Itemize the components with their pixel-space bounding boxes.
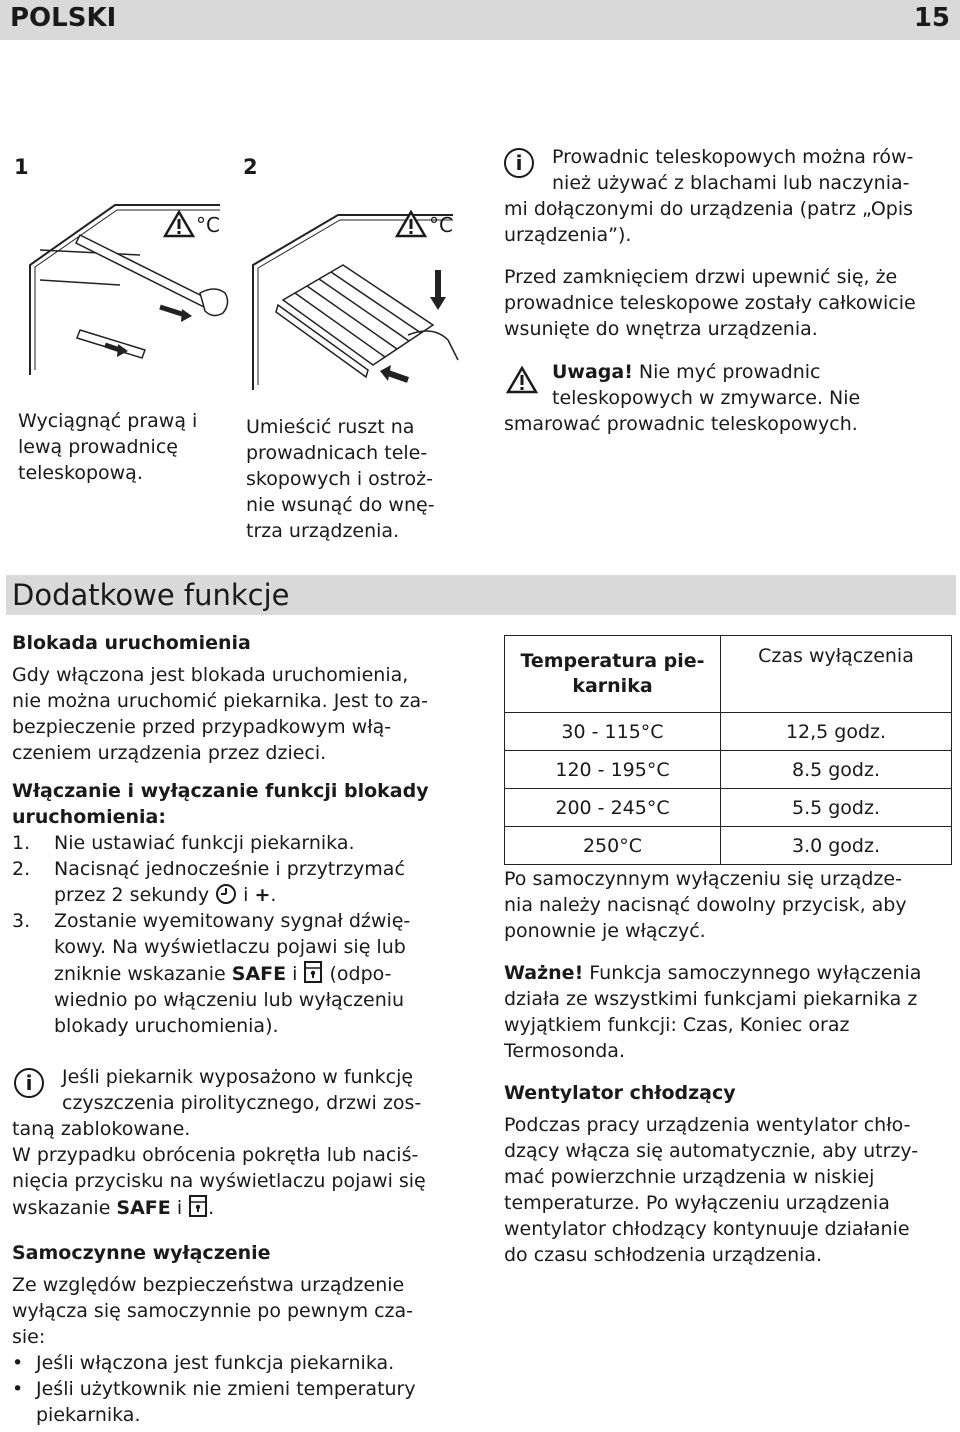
paragraph-line: wsunięte do wnętrza urządzenia. <box>504 318 818 340</box>
note-line: Jeśli piekarnik wyposażono w funkcję <box>62 1066 414 1088</box>
item-number: 2. <box>12 858 31 880</box>
auto-off-heading: Samoczynne wyłączenie <box>12 1242 271 1264</box>
caption-line: lewą prowadnicę <box>18 436 178 458</box>
list-item <box>12 830 482 856</box>
important-label: Ważne! <box>504 962 584 984</box>
note-line: W przypadku obrócenia pokrętła lub naciś- <box>12 1144 419 1166</box>
item-text: . <box>270 884 277 906</box>
item-text: i <box>286 963 304 985</box>
bullet-text: Jeśli użytkownik nie zmieni temperatury <box>36 1378 416 1400</box>
lock-line: czeniem urządzenia przez dzieci. <box>12 742 327 764</box>
table-header: Temperatura pie- karnika <box>505 636 721 713</box>
item-text: wiednio po włączeniu lub wyłączeniu <box>54 989 405 1011</box>
page-header <box>0 0 960 40</box>
item-text: (odpo- <box>323 963 392 985</box>
step-2-caption <box>246 414 435 544</box>
warning-note <box>504 359 954 437</box>
table-row <box>505 827 952 865</box>
table-cell: 3.0 godz. <box>721 827 952 865</box>
table-cell: 250°C <box>505 827 721 865</box>
close-door-paragraph <box>504 264 954 342</box>
warning-text: teleskopowych w zmywarce. Nie <box>552 387 861 409</box>
lock-section <box>12 630 482 1039</box>
lock-icon <box>303 960 323 984</box>
warning-text: smarować prowadnic teleskopowych. <box>504 413 858 435</box>
auto-off-section <box>12 1240 482 1428</box>
table-row <box>505 751 952 789</box>
paragraph-line: ponownie je włączyć. <box>504 920 706 942</box>
info-note-telescopic <box>504 144 954 248</box>
paragraph-line: Funkcja samoczynnego wyłączenia <box>583 962 922 984</box>
table-cell: 12,5 godz. <box>721 713 952 751</box>
paragraph-line: temperaturze. Po wyłączeniu urządzenia <box>504 1192 890 1214</box>
temperature-label: °C <box>429 213 453 237</box>
note-line: . <box>208 1197 215 1219</box>
plus-symbol: + <box>254 884 271 906</box>
item-text: Nie ustawiać funkcji piekarnika. <box>54 832 355 854</box>
note-line: urządzenia”). <box>504 224 632 246</box>
info-note-pyrolytic <box>12 1064 482 1221</box>
paragraph-line: mać powierzchnie urządzenia w niskiej <box>504 1166 875 1188</box>
caption-line: nie wsunąć do wnę- <box>246 494 435 516</box>
paragraph-line: wyjątkiem funkcji: Czas, Koniec oraz <box>504 1014 850 1036</box>
auto-off-line: Ze względów bezpieczeństwa urządzenie <box>12 1274 405 1296</box>
lock-line: nie można uruchomić piekarnika. Jest to za- <box>12 690 428 712</box>
note-line: Prowadnic teleskopowych można rów- <box>552 146 914 168</box>
info-icon: i <box>14 1068 44 1098</box>
table-row <box>505 789 952 827</box>
table-cell: 30 - 115°C <box>505 713 721 751</box>
lock-icon <box>188 1194 208 1218</box>
temperature-label: °C <box>196 213 220 237</box>
paragraph-line: działa ze wszystkimi funkcjami piekarnika z <box>504 988 918 1010</box>
safe-indicator: SAFE <box>116 1197 171 1219</box>
language-label: POLSKI <box>10 3 117 33</box>
caption-line: Wyciągnąć prawą i <box>18 410 198 432</box>
caption-line: skopowych i ostroż- <box>246 468 433 490</box>
table-header: Czas wyłączenia <box>721 636 952 713</box>
item-text: kowy. Na wyświetlaczu pojawi się lub <box>54 936 406 958</box>
caption-line: trza urządzenia. <box>246 520 400 542</box>
note-line: mi dołączonymi do urządzenia (patrz „Opis <box>504 198 914 220</box>
note-line: czyszczenia pirolitycznego, drzwi zos- <box>62 1092 422 1114</box>
page-number: 15 <box>913 3 950 33</box>
item-text: i <box>237 884 255 906</box>
table-cell: 200 - 245°C <box>505 789 721 827</box>
lock-subheading: Włączanie i wyłączanie funkcji blokady <box>12 780 429 802</box>
list-item <box>12 856 482 908</box>
bullet-text: Jeśli włączona jest funkcja piekarnika. <box>36 1352 395 1374</box>
item-text: zniknie wskazanie <box>54 963 232 985</box>
lock-subheading: uruchomienia: <box>12 806 166 828</box>
paragraph-line: dzący włącza się automatycznie, aby utrzy- <box>504 1140 919 1162</box>
after-table-paragraph <box>504 866 954 1268</box>
paragraph-line: nia należy nacisnąć dowolny przycisk, aby <box>504 894 907 916</box>
paragraph-line: Termosonda. <box>504 1040 625 1062</box>
lock-heading: Blokada uruchomienia <box>12 632 251 654</box>
paragraph-line: prowadnice teleskopowe zostały całkowicie <box>504 292 916 314</box>
lock-line: bezpieczenie przed przypadkowym włą- <box>12 716 392 738</box>
table-cell: 5.5 godz. <box>721 789 952 827</box>
caption-line: Umieścić ruszt na <box>246 416 415 438</box>
step-1-caption <box>18 408 197 486</box>
warning-label: Uwaga! <box>552 361 633 383</box>
warning-icon <box>163 210 195 238</box>
note-line: nięcia przycisku na wyświetlaczu pojawi się <box>12 1170 426 1192</box>
item-text: przez 2 sekundy <box>54 884 216 906</box>
warning-icon <box>395 210 427 238</box>
caption-line: prowadnicach tele- <box>246 442 428 464</box>
auto-off-table <box>504 635 952 865</box>
item-number: 1. <box>12 832 31 854</box>
table-header-row <box>505 636 952 713</box>
list-item: • Jeśli włączona jest funkcja piekarnika. <box>12 1352 395 1374</box>
list-item <box>12 908 482 1039</box>
step-1-number: 1 <box>14 155 29 179</box>
paragraph-line: wentylator chłodzący kontynuuje działanie <box>504 1218 910 1240</box>
info-icon: i <box>504 148 534 178</box>
lock-line: Gdy włączona jest blokada uruchomienia, <box>12 664 409 686</box>
caption-line: teleskopową. <box>18 462 143 484</box>
list-item: • Jeśli użytkownik nie zmieni temperatury piekarnika. <box>12 1378 416 1426</box>
table-cell: 8.5 godz. <box>721 751 952 789</box>
bullet-text: piekarnika. <box>36 1404 141 1426</box>
clock-icon <box>215 883 237 905</box>
paragraph-line: Przed zamknięciem drzwi upewnić się, że <box>504 266 898 288</box>
note-line: i <box>170 1197 189 1219</box>
note-line: nież używać z blachami lub naczynia- <box>552 172 910 194</box>
step-2-number: 2 <box>243 155 258 179</box>
auto-off-line: wyłącza się samoczynnie po pewnym cza- <box>12 1300 414 1322</box>
paragraph-line: Podczas pracy urządzenia wentylator chło- <box>504 1114 911 1136</box>
paragraph-line: do czasu schłodzenia urządzenia. <box>504 1244 823 1266</box>
item-text: Nacisnąć jednocześnie i przytrzymać <box>54 858 405 880</box>
section-title: Dodatkowe funkcje <box>12 578 290 612</box>
table-row <box>505 713 952 751</box>
table-cell: 120 - 195°C <box>505 751 721 789</box>
item-text: Zostanie wyemitowany sygnał dźwię- <box>54 910 411 932</box>
safe-indicator: SAFE <box>231 963 287 985</box>
note-line: wskazanie <box>12 1197 117 1219</box>
note-line: taną zablokowane. <box>12 1118 191 1140</box>
warning-text: Nie myć prowadnic <box>632 361 821 383</box>
paragraph-line: Po samoczynnym wyłączeniu się urządze- <box>504 868 902 890</box>
fan-heading: Wentylator chłodzący <box>504 1082 736 1104</box>
auto-off-line: sie: <box>12 1326 46 1348</box>
item-number: 3. <box>12 910 31 932</box>
item-text: blokady uruchomienia). <box>54 1015 279 1037</box>
